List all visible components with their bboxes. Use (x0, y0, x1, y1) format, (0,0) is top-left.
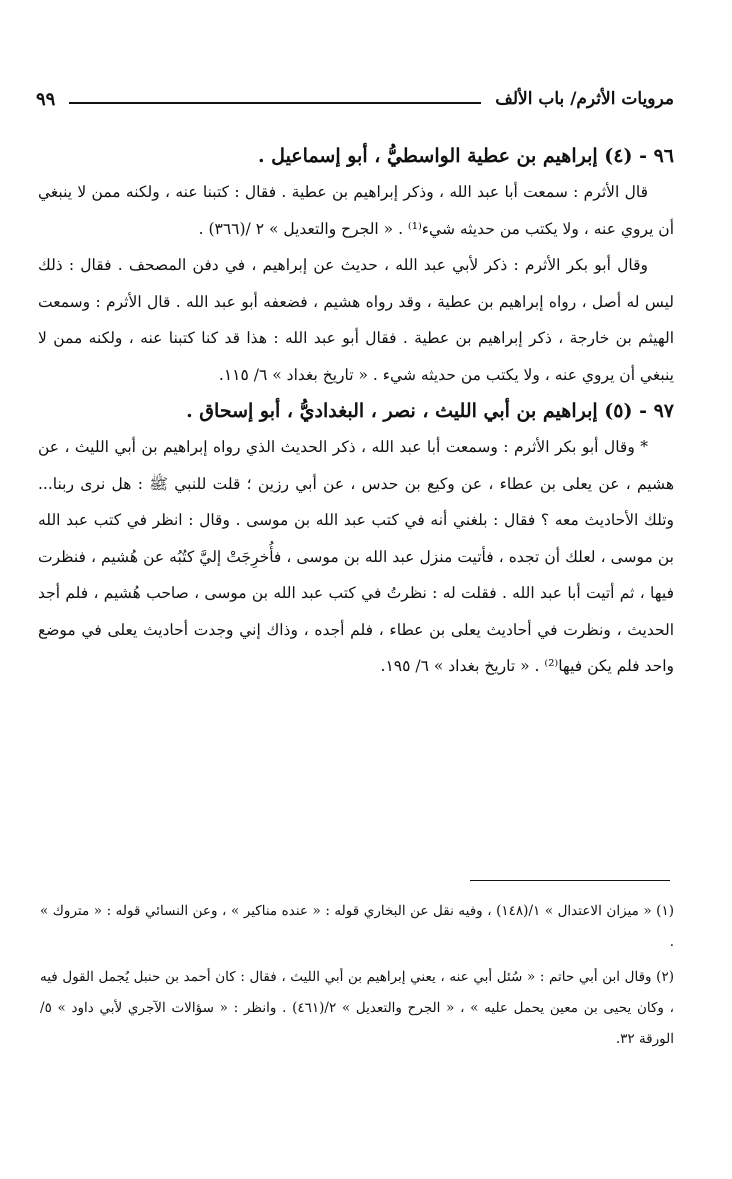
page-number: ٩٩ (36, 88, 56, 110)
footnote-1: (١) « ميزان الاعتدال » ١/(١٤٨) ، وفيه نقل عن البخاري قوله : « عنده مناكير » ، وعن النسائي قوله : « متروك » . (40, 903, 674, 950)
header-rule (69, 102, 481, 104)
entry-96-paragraph-1: قال الأثرم : سمعت أبا عبد الله ، وذكر إبراهيم بن عطية . فقال : كتبنا عنه ، ولكنه ممن لا ينبغي أن يروي عنه ، ولا يكتب من حديثه شيء⁽¹⁾ . « الجرح والتعديل » ٢ /(٣٦٦) . (38, 183, 674, 238)
running-title: مرويات الأثرم/ باب الألف (495, 89, 674, 109)
main-text (38, 138, 674, 685)
footnotes (40, 896, 674, 1059)
entry-96-heading: ٩٦ - (٤) إبراهيم بن عطية الواسطيُّ ، أبو إسماعيل . (257, 145, 674, 167)
footnote-2: (٢) وقال ابن أبي حاتم : « سُئل أبي عنه ، يعني إبراهيم بن أبي الليث ، فقال : كان أحمد بن حنبل يُجمل القول فيه ، وكان يحيى بن معين يحمل عليه » ، « الجرح والتعديل » ٢/(٤٦١) . وانظر : « سؤالات الآجري لأبي داود » ٥/الورقة ٣٢. (40, 969, 674, 1047)
footnote-divider (470, 880, 670, 881)
entry-96-paragraph-2: وقال أبو بكر الأثرم : ذكر لأبي عبد الله ، حديث عن إبراهيم ، في دفن المصحف . فقال : ذلك ليس له أصل ، رواه إبراهيم بن عطية ، وقد رواه هشيم ، فضعفه أبو عبد الله . قال الأثرم : وسمعت الهيثم بن خارجة ، ذكر إبراهيم بن عطية . فقال أبو عبد الله : هذا قد كنا كتبنا عنه ، ولكنه ممن لا ينبغي أن يروي عنه ، ولا يكتب من حديثه شيء . « تاريخ بغداد » ٦/ ١١٥. (38, 256, 674, 384)
entry-97-paragraph-1: * وقال أبو بكر الأثرم : وسمعت أبا عبد الله ، ذكر الحديث الذي رواه إبراهيم بن أبي الليث ، عن هشيم ، عن يعلى بن عطاء ، عن وكيع بن حدس ، عن أبي رزين ؛ قلت للنبي ﷺ : هل نرى ربنا... وتلك الأحاديث معه ؟ فقال : بلغني أنه في كتب عبد الله بن موسى . وقال : انظر في كتب عبد الله بن موسى ، لعلك أن تجده ، فأتيت منزل عبد الله بن موسى ، فأُخرِجَتْ إليَّ كتُبُه عن هُشيم ، فنظرت فيها ، ثم أتيت أبا عبد الله . فقلت له : نظرتُ في كتب عبد الله بن موسى ، صاحب هُشيم ، فلم أجد الحديث ، ونظرت في أحاديث يعلى بن عطاء ، فلم أجده ، وذاك إني وجدت أحاديث يعلى في موضع واحد فلم يكن فيها⁽²⁾ . « تاريخ بغداد » ٦/ ١٩٥. (38, 438, 674, 675)
running-header (36, 82, 674, 116)
entry-97-heading: ٩٧ - (٥) إبراهيم بن أبي الليث ، نصر ، البغداديُّ ، أبو إسحاق . (186, 400, 674, 422)
